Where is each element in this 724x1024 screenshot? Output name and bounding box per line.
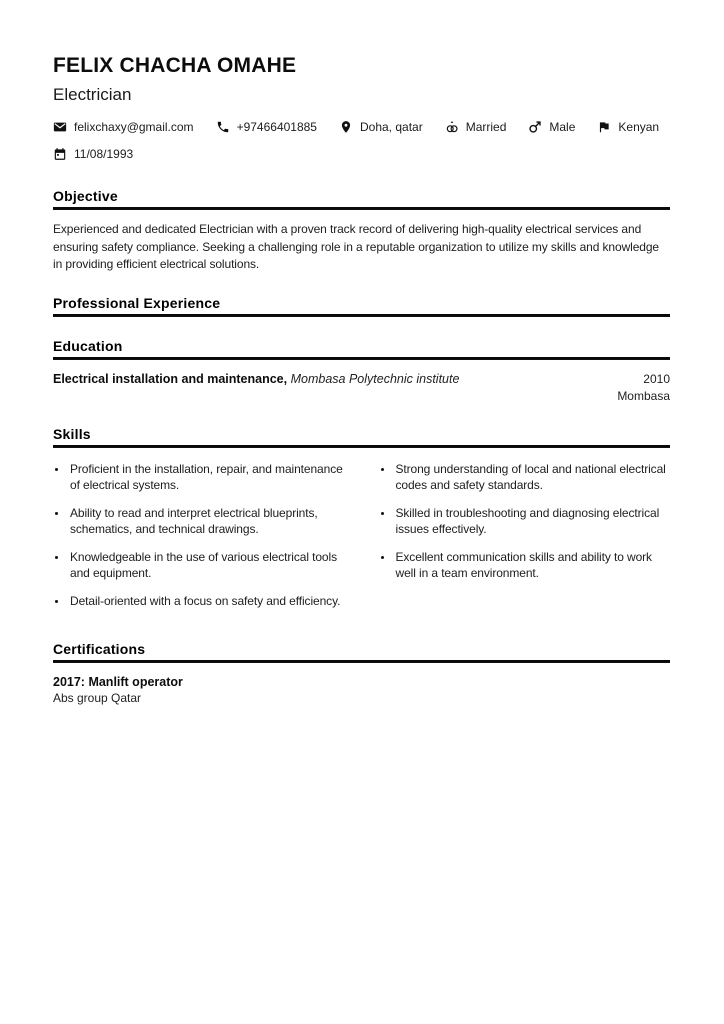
skills-heading: Skills <box>53 425 91 442</box>
contact-location-label: Doha, qatar <box>359 120 423 134</box>
section-divider <box>53 660 670 663</box>
contact-email <box>53 120 194 134</box>
education-location: Mombasa <box>617 388 670 403</box>
section-divider <box>53 314 670 317</box>
section-divider <box>53 207 670 210</box>
section-certifications <box>53 641 670 706</box>
education-entry-meta <box>617 371 670 405</box>
skills-list-left <box>53 461 345 621</box>
skill-item: • Excellent communication skills and ability to work well in a team environment. <box>394 549 671 582</box>
skill-item: • Strong understanding of local and national electrical codes and safety standards. <box>394 461 671 494</box>
education-entry <box>53 371 670 405</box>
education-school: Mombasa Polytechnic institute <box>290 371 460 386</box>
location-icon <box>339 120 353 134</box>
certifications-heading: Certifications <box>53 641 146 657</box>
contact-email-label: felixchaxy@gmail.com <box>74 120 194 134</box>
education-year: 2010 <box>643 371 670 386</box>
contact-nationality-label: Kenyan <box>618 120 660 134</box>
section-divider <box>53 357 670 360</box>
contact-location <box>339 120 423 134</box>
skills-list-right <box>379 461 671 621</box>
skill-item: • Ability to read and interpret electrical blueprints, schematics, and technical drawings. <box>68 505 345 538</box>
contact-birthdate-label: 11/08/1993 <box>74 147 134 161</box>
experience-heading: Professional Experience <box>53 294 221 311</box>
objective-heading: Objective <box>53 188 118 204</box>
objective-text: Experienced and dedicated Electrician with a proven track record of delivering high-quality electrical services and ensuring safety compliance. Seeking a challenging role in a reputable organization to utilize my skills and knowledge in providing efficient electrical solutions. <box>53 222 659 271</box>
contact-phone-label: +97466401885 <box>236 120 317 134</box>
nationality-icon <box>597 120 611 134</box>
section-objective <box>53 188 670 274</box>
contact-marital-status <box>445 120 507 134</box>
contact-birthdate <box>53 147 133 161</box>
education-entry-main <box>53 371 459 388</box>
section-education <box>53 338 670 405</box>
skills-columns <box>53 459 670 621</box>
skill-item: • Knowledgeable in the use of various electrical tools and equipment. <box>68 549 345 582</box>
contact-gender-label: Male <box>549 120 576 134</box>
email-icon <box>53 120 67 134</box>
contact-nationality <box>597 120 659 134</box>
candidate-job-title: Electrician <box>53 85 132 104</box>
contact-gender <box>528 120 575 134</box>
contact-marital-status-label: Married <box>465 120 507 134</box>
contact-bar <box>53 120 670 161</box>
section-professional-experience <box>53 295 670 317</box>
skill-item: • Skilled in troubleshooting and diagnosing electrical issues effectively. <box>394 505 671 538</box>
contact-phone <box>216 120 317 134</box>
certification-title: 2017: Manlift operator <box>53 675 183 689</box>
gender-icon <box>528 120 542 134</box>
certification-issuer: Abs group Qatar <box>53 691 142 705</box>
skill-item: • Detail-oriented with a focus on safety and efficiency. <box>68 593 345 610</box>
phone-icon <box>216 120 230 134</box>
skill-item: • Proficient in the installation, repair, and maintenance of electrical systems. <box>68 461 345 494</box>
resume-header <box>53 54 670 161</box>
candidate-name: FELIX CHACHA OMAHE <box>53 54 297 77</box>
marital-status-icon <box>445 120 459 134</box>
education-degree: Electrical installation and maintenance, <box>53 371 288 386</box>
education-heading: Education <box>53 337 123 354</box>
calendar-icon <box>53 147 67 161</box>
section-skills <box>53 426 670 621</box>
section-divider <box>53 445 670 448</box>
